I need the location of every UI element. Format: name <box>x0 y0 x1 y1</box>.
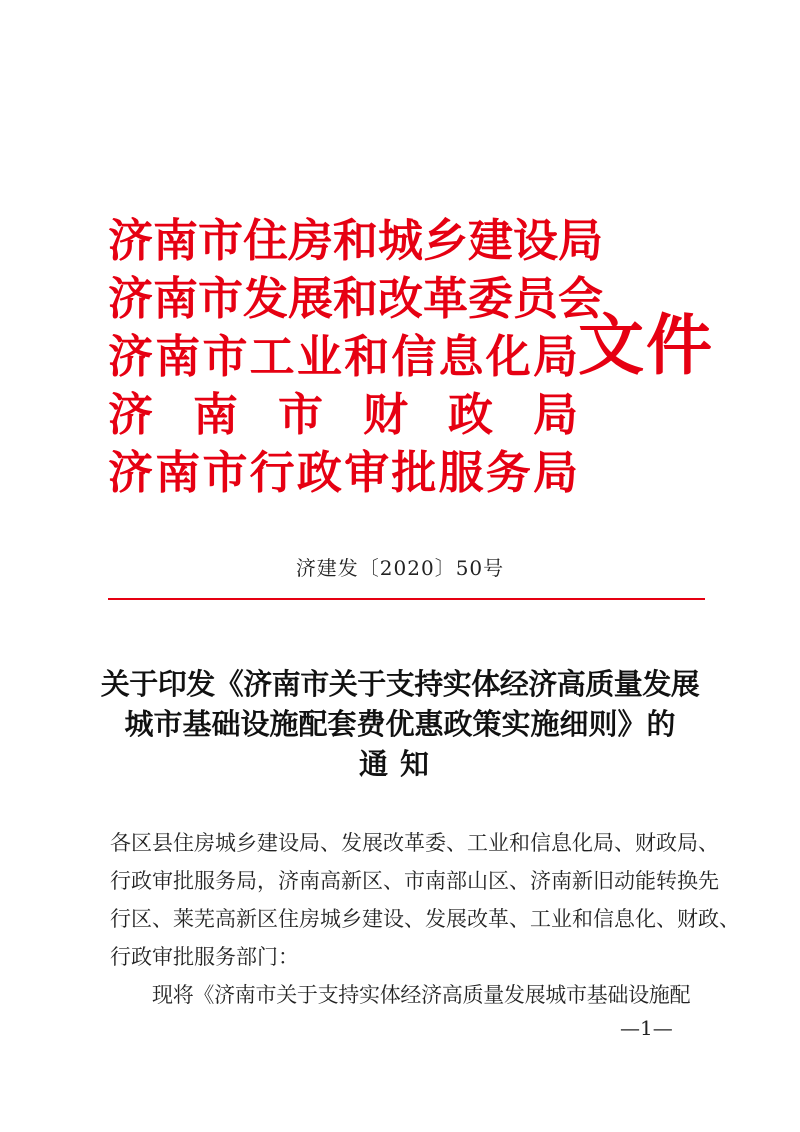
title-line-3: 通知 <box>358 747 441 781</box>
document-mark: 文件 <box>578 306 714 384</box>
addressee-line: 各区县住房城乡建设局、发展改革委、工业和信息化局、财政局、 <box>110 831 719 855</box>
document-number: 济建发〔2020〕50号 <box>295 556 505 580</box>
issuer-2: 济南市发展和改革委员会 <box>108 272 604 325</box>
addressee-line: 行政审批服务部门： <box>110 945 299 969</box>
addressee-line: 行政审批服务局，济南高新区、市南部山区、济南新旧动能转换先 <box>110 869 719 893</box>
title-line-2: 城市基础设施配套费优惠政策实施细则》的 <box>124 707 676 741</box>
issuer-3: 济南市工业和信息化局 <box>108 330 578 383</box>
issuer-5: 济南市行政审批服务局 <box>108 446 578 499</box>
body-paragraph: 现将《济南市关于支持实体经济高质量发展城市基础设施配 <box>152 983 691 1007</box>
title-line-1: 关于印发《济南市关于支持实体经济高质量发展 <box>100 667 700 701</box>
document-body <box>110 824 740 1014</box>
issuing-authorities <box>108 212 604 502</box>
issuer-4: 济南市财政局 <box>108 388 578 441</box>
document-title <box>90 664 710 784</box>
red-divider-line <box>108 598 705 600</box>
addressee <box>110 824 740 976</box>
page-number: —1— <box>620 1016 673 1040</box>
addressee-line: 行区、莱芜高新区住房城乡建设、发展改革、工业和信息化、财政、 <box>110 907 740 931</box>
issuer-1: 济南市住房和城乡建设局 <box>108 214 604 267</box>
